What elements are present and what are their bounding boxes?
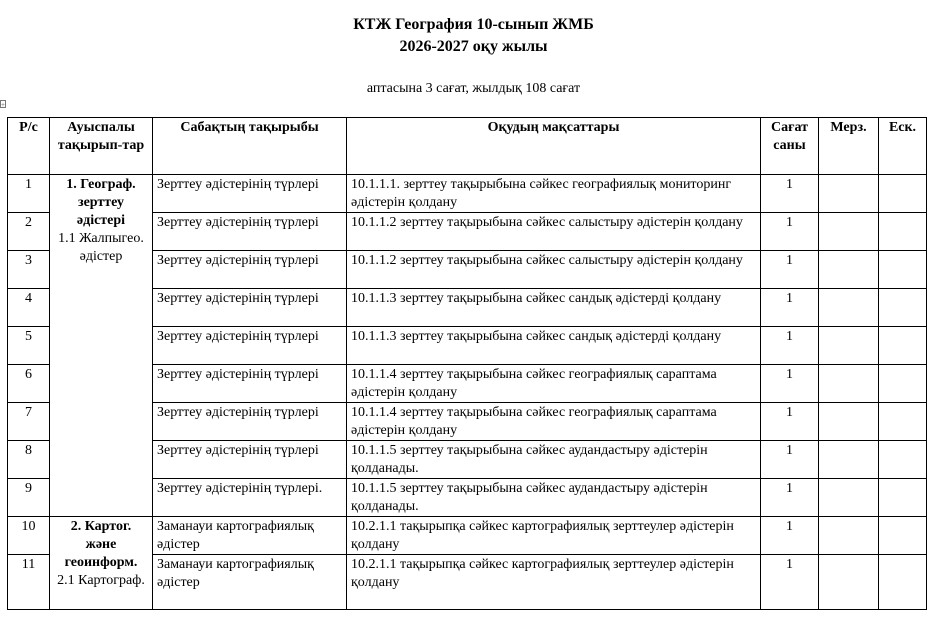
notes-cell[interactable] [879, 365, 927, 403]
objective-cell: 10.1.1.5 зерттеу тақырыбына сәйкес аудандастыру әдістерін қолданады. [347, 479, 761, 517]
table-header-row [8, 118, 927, 175]
hours-cell: 1 [761, 365, 819, 403]
col-header-date: Мерз. [819, 118, 879, 175]
notes-cell[interactable] [879, 175, 927, 213]
hours-cell: 1 [761, 213, 819, 251]
col-header-lesson: Сабақтың тақырыбы [153, 118, 347, 175]
col-header-notes: Еск. [879, 118, 927, 175]
row-number: 6 [8, 365, 50, 403]
objective-cell: 10.1.1.4 зерттеу тақырыбына сәйкес географиялық сараптама әдістерін қолдану [347, 365, 761, 403]
hours-cell: 1 [761, 251, 819, 289]
col-header-topics: Ауыспалы тақырып-тар [50, 118, 153, 175]
date-cell[interactable] [819, 175, 879, 213]
date-cell[interactable] [819, 555, 879, 610]
notes-cell[interactable] [879, 251, 927, 289]
objective-cell: 10.2.1.1 тақырыпқа сәйкес картографиялық зерттеулер әдістерін қолдану [347, 555, 761, 610]
date-cell[interactable] [819, 441, 879, 479]
title-line-1: КТЖ География 10-сынып ЖМБ [353, 16, 594, 33]
page-title [0, 14, 947, 58]
row-number: 11 [8, 555, 50, 610]
hours-cell: 1 [761, 479, 819, 517]
lesson-cell: Зерттеу әдістерінің түрлері [153, 251, 347, 289]
date-cell[interactable] [819, 403, 879, 441]
lesson-cell: Зерттеу әдістерінің түрлері [153, 441, 347, 479]
curriculum-table [7, 117, 927, 610]
lesson-cell: Заманауи картографиялық әдістер [153, 555, 347, 610]
hours-cell: 1 [761, 289, 819, 327]
date-cell[interactable] [819, 517, 879, 555]
objective-cell: 10.1.1.1. зерттеу тақырыбына сәйкес географиялық мониторинг әдістерін қолдану [347, 175, 761, 213]
date-cell[interactable] [819, 327, 879, 365]
col-header-hours: Сағат саны [761, 118, 819, 175]
row-number: 5 [8, 327, 50, 365]
date-cell[interactable] [819, 365, 879, 403]
notes-cell[interactable] [879, 327, 927, 365]
lesson-cell: Зерттеу әдістерінің түрлері [153, 365, 347, 403]
notes-cell[interactable] [879, 555, 927, 610]
notes-cell[interactable] [879, 517, 927, 555]
lesson-cell: Заманауи картографиялық әдістер [153, 517, 347, 555]
hours-cell: 1 [761, 441, 819, 479]
col-header-objectives: Оқудың мақсаттары [347, 118, 761, 175]
col-header-number: Р/с [8, 118, 50, 175]
lesson-cell: Зерттеу әдістерінің түрлері [153, 289, 347, 327]
row-number: 4 [8, 289, 50, 327]
lesson-cell: Зерттеу әдістерінің түрлері [153, 175, 347, 213]
topic-cell [50, 175, 153, 517]
objective-cell: 10.1.1.3 зерттеу тақырыбына сәйкес сандық әдістерді қолдану [347, 327, 761, 365]
subtitle: аптасына 3 сағат, жылдық 108 сағат [366, 81, 581, 96]
topic-title: 2. Картог. және геоинформ. [64, 519, 138, 570]
table-move-handle-icon[interactable]: + [1, 101, 5, 109]
topic-subtitle: 1.1 Жалпыгео. әдістер [58, 231, 144, 264]
hours-cell: 1 [761, 555, 819, 610]
objective-cell: 10.1.1.2 зерттеу тақырыбына сәйкес салыстыру әдістерін қолдану [347, 213, 761, 251]
row-number: 1 [8, 175, 50, 213]
notes-cell[interactable] [879, 479, 927, 517]
objective-cell: 10.1.1.3 зерттеу тақырыбына сәйкес сандық әдістерді қолдану [347, 289, 761, 327]
title-line-2: 2026-2027 оқу жылы [399, 38, 548, 55]
date-cell[interactable] [819, 251, 879, 289]
notes-cell[interactable] [879, 289, 927, 327]
row-number: 7 [8, 403, 50, 441]
date-cell[interactable] [819, 289, 879, 327]
hours-cell: 1 [761, 403, 819, 441]
objective-cell: 10.1.1.4 зерттеу тақырыбына сәйкес географиялық сараптама әдістерін қолдану [347, 403, 761, 441]
date-cell[interactable] [819, 479, 879, 517]
row-number: 2 [8, 213, 50, 251]
table-row [8, 175, 927, 213]
lesson-cell: Зерттеу әдістерінің түрлері [153, 403, 347, 441]
row-number: 8 [8, 441, 50, 479]
topic-subtitle: 2.1 Картограф. [57, 573, 145, 588]
notes-cell[interactable] [879, 213, 927, 251]
lesson-cell: Зерттеу әдістерінің түрлері [153, 327, 347, 365]
lesson-cell: Зерттеу әдістерінің түрлері [153, 213, 347, 251]
hours-cell: 1 [761, 175, 819, 213]
row-number: 10 [8, 517, 50, 555]
date-cell[interactable] [819, 213, 879, 251]
notes-cell[interactable] [879, 403, 927, 441]
objective-cell: 10.2.1.1 тақырыпқа сәйкес картографиялық зерттеулер әдістерін қолдану [347, 517, 761, 555]
topic-cell [50, 517, 153, 610]
hours-cell: 1 [761, 327, 819, 365]
table-row [8, 517, 927, 555]
row-number: 9 [8, 479, 50, 517]
row-number: 3 [8, 251, 50, 289]
objective-cell: 10.1.1.2 зерттеу тақырыбына сәйкес салыстыру әдістерін қолдану [347, 251, 761, 289]
topic-title: 1. Географ. зерттеу әдістері [66, 177, 136, 228]
objective-cell: 10.1.1.5 зерттеу тақырыбына сәйкес аудандастыру әдістерін қолданады. [347, 441, 761, 479]
notes-cell[interactable] [879, 441, 927, 479]
lesson-cell: Зерттеу әдістерінің түрлері. [153, 479, 347, 517]
hours-cell: 1 [761, 517, 819, 555]
